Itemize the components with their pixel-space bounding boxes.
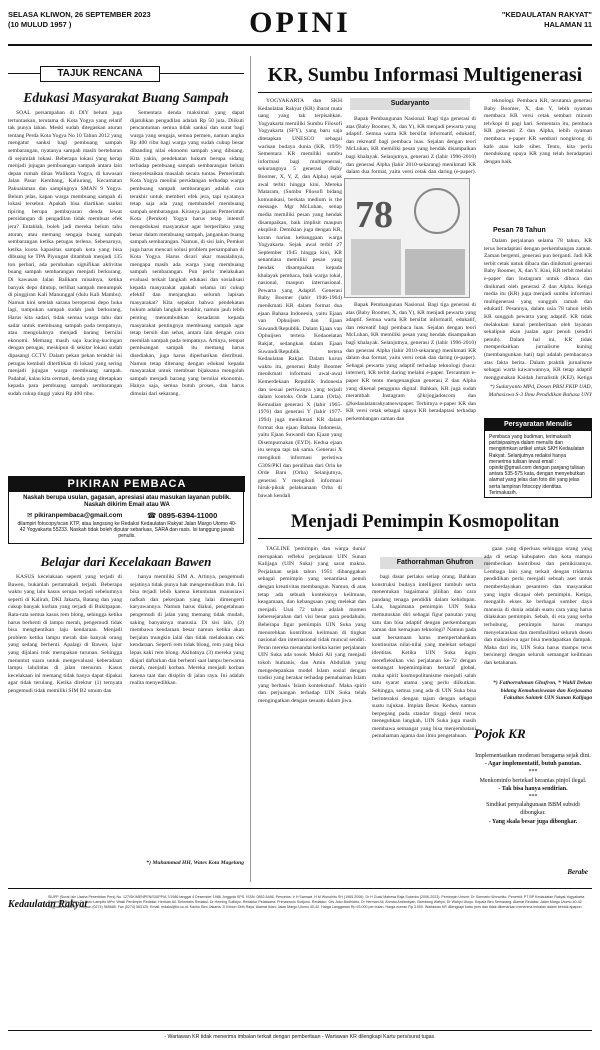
pojok-signature: Berabe <box>567 868 588 876</box>
header-page-number: HALAMAN 11 <box>544 19 592 29</box>
belajar-title: Belajar dari Kecelakaan Bawen <box>40 554 212 569</box>
tajuk-text-1: SOAL persampahan di DIY belum juga tertuntaskan, terutama di Kota Yogya yang relatif tak punya lahan. Meski sudah ditegaskan aturan tentang Perda Kota Yogya No 10 Tahun 2012 yang mengatur sanksi bagi pembuang sampah sembarangan, nyatanya sampah masih bertebaran di sejumlah lokasi. Beberapa lokasi yang kerap menjadi jujugan pembuangan sampah antara lain depan rumah dinas Walikota Yogya, di kawasan Jalan Pasar Kembang, Kaliurang, Kecamatan Pakualaman dan sampingnya SMAN 9 Yogya. Belum jelas, kapan warga membuang sampah di lokasi tersebut. Apakah bisa diartikan sanksi tipiring berupa pembayaran denda lewat persidangan di pengadilan tidak membuat efek jera? Entahlah, boleh jadi mereka belum tahu aturan, atau memang sengaja buang sampah sembarangan ketika petugas terlena. Sebenarnya, ketika kuota kapasitas sampah kota yang bisa dibuang ke TPA Piyungan ditambah menjadi 135 ton perhari, ada perubahan signifikan aktivitas buang sampah sembarangan menjadi berkurang. Di kawasan Jalan Balikam misalnya, ketika banyak depo ditutup, terlihat sampah menumpuk di pinggiran Kali Manunggal (dulu Kali Mambu). Namun kini setelah sarana beroperasi depo buka lagi, tumpukan sampah sudah jauh berkurang. Harus kita sadari, tidak semua warga tahu dan sadar untuk membuang sampah pada tempatnya, atau mengolahnya menjadi barang bernilai ekonomi. Memang masih saja kucing-kucingan dengan petugas, meskipun di sekitar lokasi sudah dipasangi CCTV. Dalam pekan pekan terakhir ini petugas kembali ditertibkan di lokasi yang sering menjadi jujugan warga membuang sampah. Padahal, kalau kita cermati, denda yang ditetapkan kepada para pembuang sampah sembarangan sudah cukup tinggi yakni Rp 400 ribu. <box>8 110 122 397</box>
header-publication: "KEDAULATAN RAKYAT" <box>501 10 592 19</box>
pojok-title: Pojok KR <box>474 726 526 741</box>
pojok-separator: *** <box>528 769 538 776</box>
footer-logo: Kedaulatan Rakyat <box>8 899 88 910</box>
pojok-kr-box <box>474 726 592 880</box>
persyaratan-text: Pembaca yang budiman, terimakasih partisipasinya dalam menulis dan mengirimkan artikel untuk SKH Kedaulatan Rakyat. Selanjutnya redaksi hanya menerima tulisan lewat email : opinikr@gmail.com dengan panjang tulisan antara 535-575 kata, dengan menyebutkan alamat yang jelas dan foto diri yang jelas serta lampiran fotocopy identitas. Terimakasih. <box>489 434 585 496</box>
belajar-col2 <box>130 574 244 858</box>
tajuk-text-2: Sementara denda maksimal yang dapat dijatuhkan pengadilan adalah Rp 50 juta. Diikuti pencantuman semua tidak sanksi dan surat bagi warga yang sengaja, semua permen, namun angka Rp 400 ribu bagi warga yang sudah cukup besar dibanding nilai ekonomi sampah yang dibuang. Kita yakin, pendekatan hukum berupa sidang terhadap pembuang sampah sembarangan belum menyelesaikan masalah secara tuntas. Pemerintah Kota Yogya menilai persidangan terhadap warga pembuang sampah sembarangan adalah cara terakhir untuk memberi efek jera, tapi nyatanya tetap saja ada yang membandel membuang sampah sembarangan. Kiranya jajaran Pemerintah Kota (Pemkot) Yogya harus tetap intensif mengedukasi masyarakat agar berperilaku yang benar dalam membuang sampah, jangankan buang sampah sembarangan. Namun, di sisi lain, Pemkot juga harus mencari solusi problem persampahan di Kota Yogya. Harus dicari akar masalahnya, mengapa masih ada warga yang membuang sampah sembarangan. Pun perlu melakukan evaluasi terkait langkah edukasi dan sosialisasi kepada masyarakat apakah selama ini cukup efektif dan menjangkau seluruh lapisan masyarakat? Kita sepakat bahwa pendekatan hukum adalah langkah terakhir, namun jauh lebih penting menumbuhkan kesadaran kepada masyarakat pentingnya membuang sampah agar tetap bersih dan sehat, antara lain dengan cara memilah sampah pada tempatnya. Artinya, tempat pembuangan sampah itu memang harus disediakan, juga harus diperhatikan distribusi. Namun tetap ditenang dengan edukasi kepada masyarakat untuk membuat bijaksana mengolah sampah menjadi barang yang bernilai ekonomis. Hanya saja, semua butuh proses, dan harus dimulai dari sekarang. <box>130 110 244 397</box>
kr-text-2: Bapak Pembangunan Nasional. Bagi tiga generasi di atas (Baby Boomer, X, dan Y), KR menjadi pewarta yang adaptif. Semua warta KR bersifat informatif, edukatif, dan rekreatif bagi pembaca luas. Sejalan dengan teori McLuhan, KR memiliki pesan yang hendak disampaikan bagi khalayak. Selanjutnya, generasi Z (lahir 1996-2010) dan generasi Alpha (lahir 2010-sekarang) menikmati KR dalam dua format, yaitu versi cetak dan daring (e-paper). <box>346 116 476 176</box>
kr-text-3b: Dalam perjalanan selama 78 tahun, KR terus beradaptasi dengan perkembangan zaman. Zaman bergenti, generasi pun berganti. Jadi KR terbit cetak untuk dibaca dan dinikmati generasi Baby Boomer, X, dan Y. Kini, KR terbit melalui e-paper dan Instagram untuk dibaca dan dinikmati oleh generasi Z dan Alpha. Ketiga media itu (KR) juga menjadi sumbu informasi multigenerasi yang sungguh ramah dan edukatif. Pesannya, dalam usia 78 tahun lebih KR sungguh pewarta yang adaptif. KR tidak melakukan kanal pemberitaan oleh layanan sekalipun akan jualan agar penuh (sendiri penuh). Dalam hal ini, KR tidak memperkaitkan jurnalisme kuning (membangunkan hati) tapi adalah pembacanya atas fakta berita. Dalam praktik jurnalisme sebagai warta kawarwannya, KR tetap adaptif menggunakan Kaidah Jurnalistik (KEJ). Ketiga <box>484 238 592 381</box>
kr-col2a <box>346 116 476 176</box>
kr-author-bio: *) Sudaryanto MPd, Dosen PBSI FKIP UAD, Mahasiswa S-3 Ilmu Pendidikan Bahasa UNY <box>488 384 592 398</box>
menjadi-col1 <box>258 546 366 880</box>
belajar-signature: *) Muhammad HH, Wates Kota Magelang <box>146 860 244 866</box>
anniversary-image <box>344 178 470 298</box>
header-right-block <box>502 10 592 30</box>
pikiran-pembaca-note: dilampiri fotocopy/scan KTP, atau langsung ke Redaksi Kedaulatan Rakyat Jalan Margo Utomo 40-42 Yogyakarta 55233. Naskah tidak boleh diputar sebarluas, SARA dan rasis. Isi tanggung jawab penulis. <box>17 521 237 540</box>
pojok-line: Sindikat penyalahgunaan BBM subsidi dibongkar. <box>486 802 580 817</box>
belajar-text-2: hanya memiliki SIM A. Artinya, pengemudi sejatinya tidak punya hak mengemudikan truk. Ini bisa terjadi lebih karena ketuntutan manusiawi nafkah dan pekerjaan yang lalai dimengerti karyawannya. Namun harus diakui, pengetahuan pengemudi di jalan yang memang tidak mudah, saking banyaknya manusia. Di sisi lain, (2) membawa kendaraan besar namun ketika akan berjalan mungkin lalai dan tidak melakukan cek kendaraan. Seperti rem tidak blong, rem yang bisa lepas kaki rem blong. Akibatnya (3) mereka yang diajari daftarkan dan berhenti saat lampu berwarna merah, menjadi korban. Mereka menjadi korban karena taat dan disiplin di jalan raya. Ini adalah realita menyedihkan. <box>130 574 244 687</box>
menjadi-author: Fathorrahman Ghufron <box>380 557 490 569</box>
page-header <box>8 6 592 46</box>
anniversary-number: 78 <box>355 194 393 236</box>
tajuk-label: TAJUK RENCANA <box>40 66 160 82</box>
pojok-line: Implementasikan moderasi beragama sejak dini. <box>475 753 591 759</box>
header-mulud: (10 MULUD 1957 ) <box>8 19 72 29</box>
pojok-line: - Yang skala besar juga dibongkar. <box>488 818 578 825</box>
bottom-note: - Wartawan KR tidak menerima imbalan terkait dengan pemberitaan - Wartawan KR dilengkapi Kartu pers/surat tugas. <box>8 1030 592 1042</box>
column-divider <box>250 56 251 882</box>
email-text: pikiranpembaca@gmail.com <box>34 512 123 519</box>
menjadi-rule <box>258 538 592 539</box>
footer-text: SIUPP (Surat Izin Usaha Penerbitan Pers) No. 127/SK/MENPEN/SIUPP/A.7/1986 tanggal 4 Desember 1986. Anggota SPS. ISSN: 0852-6486. Pencetus: Ir H Samawi. H M Wonohito SH (1965-2006). Dr H Gusti Mahesa Raja Sukedro (2006-2023). Pemimpin Umum: Dr Soenarto Wonohito. Penerbit: PT BP Kedaulatan Rakyat Yogyakarta. Pemimpin Redaksi: Dr Octo Lampito MPd. Wakil Pemimpin Redaksi: Herman Ali. Sekretaris Redaksi: Dr Herning Sulistyo. Redaktur Pelaksana: Primaswolo Sudjono. Redaktur: Drs Joko Budhiarto, Dr Herman Ali, Ahmad Ardiansyah, Bambang Wahyu, Dr Wahyu Utoyo. Kepala Biro Semarang. Alamat Redaksi: Jalan Margo Utomo 40-42 Yogyakarta 55233. Telepon (0274) 565685. Fax (0274) 563125. Email: redaksi@kr.co.id. Kantor Biro Jakarta: Jl Kebon Sirih Raya. Alamat Iklan: Jalan Margo Utomo 40-42. Harga Langganan Rp 93.000 per bulan. Harga eceran Rp 3.500. Wartawan KR dilengkapi kartu pers dan tidak dibenarkan menerima imbalan dalam bentuk apapun. <box>48 895 586 910</box>
pojok-line: Menkominfo bertekad berantas pinjol ilegal. <box>479 777 587 784</box>
kr-text-3: teknologi. Pembaca KR, terutama generasi Baby Boomer, X, dan Y, lebih nyaman membaca KR versi cetak sembari minum teh/kopi di pagi hari. Sementara itu, pembaca KR generasi Z dan Alpha, lebih nyaman membaca e-paper KR sembari nongkrong di kafe atau kafe siber. Tentu, kita perlu mendukung upaya KR yang telah beradaptasi dengan baik. <box>484 98 592 165</box>
kr-col3b <box>484 238 592 382</box>
menjadi-text-1: TAGLINE 'pemimpin dan warga dunia' merupakan refleksi perjalanan UIN Sunan Kalijaga (UIN Suka) yang sarat makna. Perjalanan sejak tahun 1951 dibanggakan sebagai pemimpin yang senantiasa penuh dengan kreativitas membangun. Namun, di atas tetap ada sebuah konteksnya keilmuan, keagamaan, dan kebangsaan yang melekat dan menjadi. Usai 72 tahun adalah momen kebersejarahan dari visi besar para pendahulu. Beberapa figur pemimpin UIN Suka yang menorehkan kontribusi keilmuan di tingkat nasional dan internasional tidak muncul sendiri. Peran mereka menandai ketika karier perjalanan UIN Suka ada sosok Mukti Ali yang menjadi tokoh humanis, dan Amin Abdullah yang mengedepankan model Islam sosial dengan tradisi yang berakar terhadap pemahaman Islam yang berbasis 'Islam kontekstual'. Maka spirit dan perjuangan terhadap UIN Suka telah mengingatkan dengan sesuatu dalam jiwa. <box>258 546 366 704</box>
section-title: OPINI <box>249 6 351 39</box>
kr-author: Sudaryanto <box>350 98 470 110</box>
menjadi-col2 <box>372 574 476 880</box>
kr-col2b <box>346 302 476 498</box>
kr-rule <box>258 92 592 93</box>
tajuk-col1 <box>8 110 122 470</box>
menjadi-text-2: bagi dasar perlaku setiap orang. Bahkan konstruksi budaya intelligent tumbuh serta menentukan bagaimana pilihan dan cara pandang tenaga pendidik dalam kehidupan. Lalu, bagaimana pemimpin UIN Suka memutuskan diri sebagai figur panutan yang satu dan bisa adaptif dengan perkembangan zaman dan kemajuan teknologi? Namun pada saat bersamaan harus mempertahankan kontinuitas nilai-nilai yang melekat sebagai identitas. Ketika UIN Suka ingin merefleksikan visi perjalanan ke-72 dengan semangat kepemimpinan bertaraf global, maka spirit kosmopolitanisme menjadi salah satu syarat utama yang perlu diikutkan. Sehingga, semua yang ada di UIN Suka bisa berinteraksi dengan tajam dengan sebagai suatu rujukan. Impian Besar. Kedua, namun berpegang pada standar tinggi demi terus meneguhkan langkah, UIN Suka juga masih membawa semangat yang bisa menjembatani pemahaman agama dan ilmu pengetahuan. <box>372 574 476 740</box>
persyaratan-box <box>484 418 592 498</box>
masthead-footer <box>8 888 592 1028</box>
kr-col3 <box>484 98 592 224</box>
pikiran-pembaca-email[interactable]: ✉ pikiranpembaca@gmail.com <box>27 512 123 519</box>
persyaratan-title: Persyaratan Menulis <box>485 419 591 431</box>
kr-text-2b: Bapak Pembangunan Nasional. Bagi tiga generasi di atas (Baby Boomer, X, dan Y), KR menjadi pewarta yang adaptif. Semua warta KR bersifat informatif, edukatif, dan rekreatif bagi pembaca luas. Sejalan dengan teori McLuhan, KR memiliki pesan yang hendak disampaikan bagi khalayak. Selanjutnya, generasi Z (lahir 1996-2010) dan generasi Alpha (lahir 2010-sekarang) menikmati KR dalam dua format, yaitu versi cetak dan daring (e-paper). Sebagai pewarta yang adaptif terhadap teknologi (baca: internet), KR terbit daring melalui e-paper. Tercantum e-paper KR tentu mengenangkan generasi Z dan Alpha yang dikenal pengguna digital. Bahkan, KR juga sudah merambah Instagram @krjogjadotcom dan @kedaulatanrakyatnewspaper. Terbitnya e-paper KR dan KR versi cetak sebagai upaya KR beradaptasi terhadap perkembangan zaman dan <box>346 302 476 422</box>
pikiran-pembaca-title: PIKIRAN PEMBACA <box>9 476 245 492</box>
header-date: SELASA KLIWON, 26 SEPTEMBER 2023 <box>8 10 151 19</box>
tajuk-col2 <box>130 110 244 470</box>
kr-text-1: YOGYAKARTA dan SKH Kedaulatan Rakyat (KR) ibarat mata uang yang tak terpisahkan. Yogyakarta memiliki Sumbu Filosofi Yogyakarta (SFY), yang baru saja ditetapkan UNESCO sebagai warisan budaya dunia (KR, 19/9). Sementara KR memiliki sumbu informasi bagi multigenerasi, sekurangnya 5 generasi (Baby Boomer, X, Y, Z, dan Alpha) sejak awal terbit hingga kini. Mereka Mataram, (Sumbu Filosofi bidang komunikasi, berkata medium is the message. Mgr McLuhan, setiap media memiliki pesan yang hendak disampaikan, baik implisit maupun eksplisit. Demikian juga dengan KR, koran harian kebanggaan warga Yogyakarta. Sejak awal terbit 27 September 1945 hingga kini, KR senantiasa memiliki pesan yang hendak disampaikan kepada khalayak pembaca, baik warga lokal, nasional, maupun internasional. Pewarta yang Adaptif. Generasi Baby Boomer (lahir 1946-1964) menikmati KR dalam format dua ejaan Bahasa Indonesia, yaitu Ejaan van Ophuijsen dan Ejaan Suwandi/Republik. Dalam Ejaan van Ophuijsen tertera Kedaoelatan Rakjat, sedangkan dalam Ejaan Suwandi/Republik tertera Kedaulatan Rakjat. Dalam kurun waktu itu, generasi Baby Boomer menikmati informasi awal-awal Kemerdekaan Republik Indonesia dan sesuai pertiwanya yang terjadi dalam kontoks Orde Lama (Orla). Kemudian generasi X (lahir 1965-1976) dan generasi Y (lahir 1977-1994) juga menikmati KR dalam format dua ejaan Bahasa Indonesia, yaitu Ejaan Suwandi dan Ejaan yang Disempurnakan (EYD). Kedua ejaan itu serupa tapi tak sama. Generasi X mengikuti informasi peristiwa G30S/PKI dan peralihan dari Orla ke Orde Baru (Orba) Selanjutnya, generasi Y mengikuti informasi hiruk-pikuk pelaksanaan Orba di bawah kendali <box>258 98 342 498</box>
pikiran-pembaca-box <box>8 476 244 544</box>
pojok-separator: *** <box>528 794 538 801</box>
menjadi-col3 <box>484 546 592 676</box>
kr-article-title: KR, Sumbu Informasi Multigenerasi <box>267 64 583 86</box>
pikiran-pembaca-subtitle: Naskah berupa usulan, gagasan, apresiasi atau masukan layanan publik. Naskah dikirim Email atau WA <box>23 495 231 508</box>
pikiran-pembaca-phone[interactable]: ☎ 0895-6394-11000 <box>147 511 218 520</box>
kr-col1 <box>258 98 342 498</box>
pojok-text <box>474 752 592 826</box>
menjadi-author-bio: *) Fathorrahman Ghufron, * Wakil Dekan bidang Kemahasiswaan dan Kerjasama Fakultas Saintek UIN Sunan Kalijaga <box>493 680 592 702</box>
belajar-col1 <box>8 574 122 880</box>
pojok-line: - Agar implementatif, butuh panutan. <box>484 761 582 768</box>
pesan-subhead: Pesan 78 Tahun <box>493 227 546 234</box>
tajuk-title: Edukasi Masyarakat Buang Sampah <box>23 90 229 105</box>
menjadi-title: Menjadi Pemimpin Kosmopolitan <box>290 512 560 532</box>
belajar-text-1: KASUS kecelakaan seperti yang terjadi di Bawen, bukanlah pertamakali terjadi. Beberapa waktu yang lalu kasus serupa terjadi sebelumnya seperti di Kalirah, DKI Jakarta, Batang dan yang cukup banyak korban yang terjadi di Bukitpapan. Rata-rata semua kasus rem blong, sehingga ketika harus berhenti di lampu merah, pengemudi tidak bisa menghentikan laju kendaraan. Menjadi problem ketika lampu merah dan banyak orang yang sedang berhenti. Apalagi di Bawen, lajur yang dijalani truk merupakan turunan. Sehingga menuntut suara untuk mengevaluasi keberadaan lampu lalulintas di jalan menurun. Kasus kecelakaan ini memang tidak hanya dapat dipakai agar tidak terulang. Ketika direktur (1) ternyata pengemudi tidak memiliki SIM B2 umum dan <box>8 574 122 694</box>
menjadi-text-3: gaan yang diperluas sehingga orang yang ada di setiap kabupaten dan kota mampu memberikan kontribusi dan pemikirannya. Lembaga lain yang terkait dengan tridarma pendidikan perlu menjadi sebuah aset untuk memberdayakan pesantren dan masyarakat yang ingin dicapai oleh pemimpin. Ketiga, mengalih ekses ke berbagai sumber daya manusia di dunia adalah suatu cara yang harus dilakukan pemimpin. Sebab, di era yang serba terhubung, pemimpin harus mampu menyelaraskan dan memfasilitasi seluruh dosen dan mahasiswa agar bisa mendapatkan dampak. Maka dari itu, UIN Suka harus mampu terus bersinergi dengan seluruh semangat keilmuan dan ketahanan. <box>484 546 592 666</box>
phone-text: 0895-6394-11000 <box>158 511 218 520</box>
anniversary-graphic <box>345 179 470 298</box>
pojok-line: - Tak bisa hanya sendirian. <box>498 785 568 792</box>
